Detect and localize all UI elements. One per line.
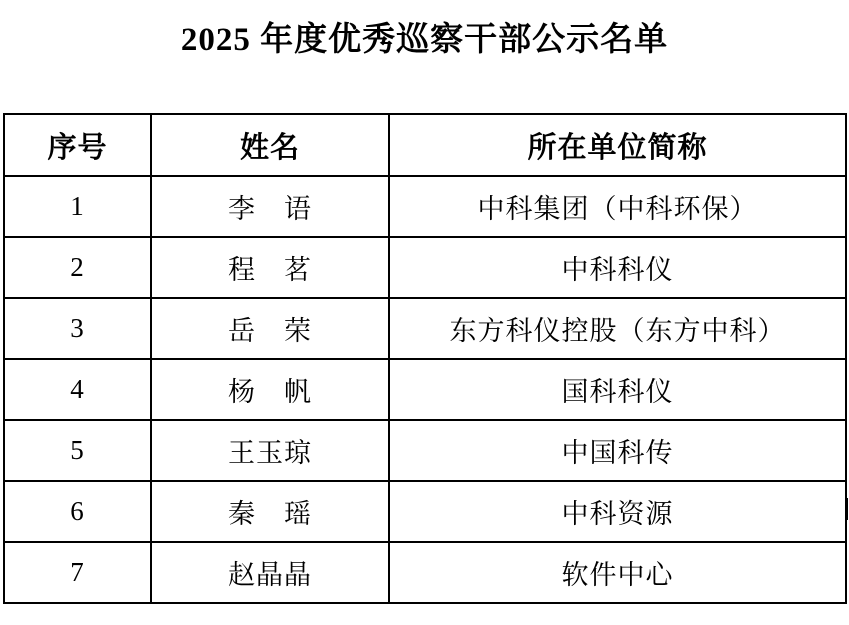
table-row xyxy=(4,481,846,542)
row-index: 6 xyxy=(4,481,151,542)
row-unit: 软件中心 xyxy=(389,542,846,603)
row-name: 杨 帆 xyxy=(151,359,389,420)
row-name: 赵晶晶 xyxy=(151,542,389,603)
row-index: 1 xyxy=(4,176,151,237)
table-row xyxy=(4,542,846,603)
row-index: 3 xyxy=(4,298,151,359)
row-unit: 中科集团（中科环保） xyxy=(389,176,846,237)
row-index: 7 xyxy=(4,542,151,603)
header-index: 序号 xyxy=(4,114,151,176)
row-unit: 东方科仪控股（东方中科） xyxy=(389,298,846,359)
row-index: 2 xyxy=(4,237,151,298)
header-unit: 所在单位简称 xyxy=(389,114,846,176)
table-row xyxy=(4,176,846,237)
row-name: 秦 瑶 xyxy=(151,481,389,542)
row-name: 岳 荣 xyxy=(151,298,389,359)
page-title: 2025 年度优秀巡察干部公示名单 xyxy=(180,22,669,58)
row-name: 程 茗 xyxy=(151,237,389,298)
table-row xyxy=(4,359,846,420)
row-unit: 中国科传 xyxy=(389,420,846,481)
table-row xyxy=(4,298,846,359)
table-row xyxy=(4,237,846,298)
table-row xyxy=(4,420,846,481)
right-edge-artifact-mark xyxy=(845,498,848,520)
row-name: 李 语 xyxy=(151,176,389,237)
row-index: 4 xyxy=(4,359,151,420)
row-index: 5 xyxy=(4,420,151,481)
roster-table xyxy=(3,113,847,604)
row-name: 王玉琼 xyxy=(151,420,389,481)
header-name: 姓名 xyxy=(151,114,389,176)
row-unit: 中科资源 xyxy=(389,481,846,542)
row-unit: 中科科仪 xyxy=(389,237,846,298)
row-unit: 国科科仪 xyxy=(389,359,846,420)
header-row xyxy=(4,114,846,176)
